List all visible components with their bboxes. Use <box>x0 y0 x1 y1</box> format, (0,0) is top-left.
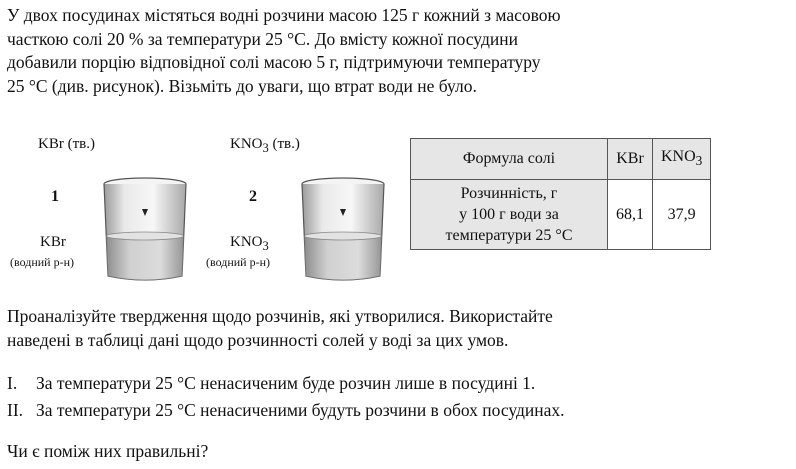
intro-line: часткою солі 20 % за температури 25 °C. До вмісту кожної посудини <box>7 28 518 49</box>
header-kno3-subscript: 3 <box>695 153 703 169</box>
statement-text: За температури 25 °C ненасиченими будуть розчини в обох посудинах. <box>36 400 565 420</box>
vessel2-solution-formula: KNO <box>230 234 263 250</box>
row-label-line: у 100 г води за <box>459 206 559 223</box>
statement-2 <box>7 400 565 421</box>
intro-line: 25 °C (див. рисунок). Візьміть до уваги, що втрат води не було. <box>7 75 477 96</box>
row-label-line: Розчинність, г <box>460 185 558 202</box>
vessel2-salt-formula: KNO <box>230 136 263 152</box>
vessel2-solution-name <box>230 234 269 254</box>
statement-text: За температури 25 °C ненасиченим буде розчин лише в посудині 1. <box>36 373 536 393</box>
statement-1 <box>7 373 535 394</box>
table-header-row <box>411 139 711 180</box>
statement-number: II. <box>7 400 24 420</box>
vessel1-solution-note: (водний р-н) <box>10 255 75 269</box>
vessel1-beaker <box>98 176 192 286</box>
vessel2-number: 2 <box>249 188 257 205</box>
vessel2-salt-subscript: 3 <box>262 141 269 155</box>
solubility-table <box>410 138 711 250</box>
vessel1-number: 1 <box>51 188 59 205</box>
vessel2-solution-subscript: 3 <box>262 239 269 253</box>
question-text: Чи є поміж них правильні? <box>7 441 209 461</box>
kno3-solubility-value: 37,9 <box>653 180 711 250</box>
intro-line: У двох посудинах містяться водні розчини масою 125 г кожний з масовою <box>7 5 561 25</box>
row-label-solubility <box>411 180 608 250</box>
header-kno3-formula: KNO <box>661 148 696 166</box>
header-kno3 <box>653 139 711 180</box>
vessel2-salt-state: (тв.) <box>268 136 300 152</box>
header-kbr: KBr <box>608 139 653 180</box>
analysis-line: Проаналізуйте твердження щодо розчинів, які утворилися. Використайте <box>7 306 553 326</box>
vessel2-beaker <box>296 176 390 286</box>
vessel2-solution-note: (водний р-н) <box>206 255 271 269</box>
intro-line: добавили порцію відповідної солі масою 5 г, підтримуючи температуру <box>7 52 541 72</box>
statement-number: I. <box>7 373 18 393</box>
vessel2-added-salt-label <box>230 136 300 156</box>
vessel1-added-salt-label: KBr (тв.) <box>38 136 95 152</box>
header-formula: Формула солі <box>411 139 608 180</box>
table-row <box>411 180 711 250</box>
analysis-line: наведені в таблиці дані щодо розчинності солей у воді за цих умов. <box>7 329 509 350</box>
intro-paragraph <box>7 4 561 98</box>
analysis-paragraph <box>7 305 553 352</box>
kbr-solubility-value: 68,1 <box>608 180 653 250</box>
vessel1-solution-name: KBr <box>40 234 66 250</box>
row-label-line: температури 25 °C <box>445 227 573 244</box>
